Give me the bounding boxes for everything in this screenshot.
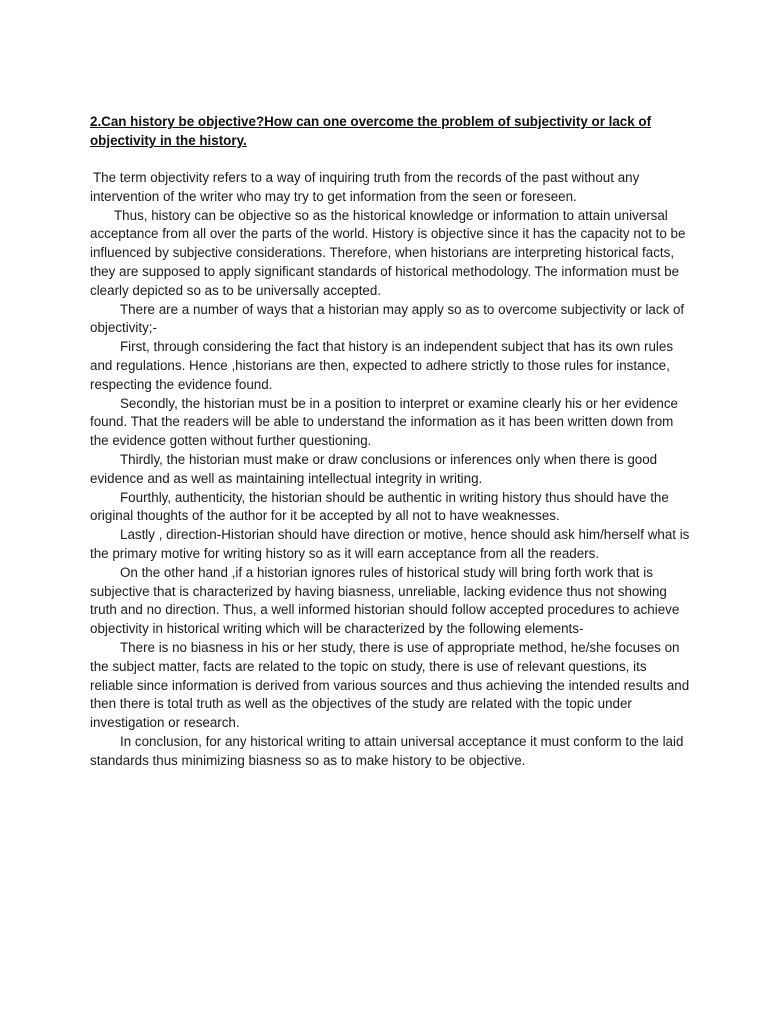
paragraph-conclusion: In conclusion, for any historical writing to attain universal acceptance it must conform to the laid standards thus minimizing biasness so as to make history to be objective. — [90, 733, 684, 768]
paragraph-elements: There is no biasness in his or her study, there is use of appropriate method, he/she focuses on the subject matter, facts are related to the topic on study, there is use of relevant questions, its reliable since information is derived from various sources and thus achieving the intended results and then there is total truth as well as the objectives of the study are related with the topic under investigation or research. — [90, 639, 690, 731]
paragraph-other-hand: On the other hand ,if a historian ignores rules of historical study will bring forth work that is subjective that is characterized by having biasness, unreliable, lacking evidence thus not showing truth and no direction. Thus, a well informed historian should follow accepted procedures to achieve objectivity in historical writing which will be characterized by the following elements- — [90, 564, 680, 637]
paragraph-history-objective: Thus, history can be objective so as the historical knowledge or information to attain universal acceptance from all over the parts of the world. History is objective since it has the capacity not to be influenced by subjective considerations. Therefore, when historians are interpreting historical facts, they are supposed to apply significant standards of historical methodology. The information must be clearly depicted so as to be universally accepted. — [90, 207, 686, 298]
paragraph-lastly: Lastly , direction-Historian should have direction or motive, hence should ask him/herself what is the primary motive for writing history so as it will earn acceptance from all the readers. — [90, 527, 690, 561]
document-body — [90, 169, 690, 771]
paragraph-fourthly: Fourthly, authenticity, the historian should be authentic in writing history thus should have the original thoughts of the author for it be accepted by all not to have weaknesses. — [90, 489, 669, 524]
paragraph-definition: The term objectivity refers to a way of inquiring truth from the records of the past without any intervention of the writer who may try to get information from the seen or foreseen. — [90, 170, 640, 204]
paragraph-first: First, through considering the fact that history is an independent subject that has its own rules and regulations. Hence ,historians are then, expected to adhere strictly to those rules for instance, respecting the evidence found. — [90, 339, 674, 392]
paragraph-secondly: Secondly, the historian must be in a position to interpret or examine clearly his or her evidence found. That the readers will be able to understand the information as it has been written down from the evidence gotten without further questioning. — [90, 395, 678, 449]
paragraph-thirdly: Thirdly, the historian must make or draw conclusions or inferences only when there is good evidence and as well as maintaining intellectual integrity in writing. — [90, 451, 658, 486]
document-title: 2.Can history be objective?How can one overcome the problem of subjectivity or lack of objectivity in the history. — [90, 114, 652, 148]
paragraph-ways-intro: There are a number of ways that a historian may apply so as to overcome subjectivity or lack of objectivity;- — [90, 301, 685, 336]
